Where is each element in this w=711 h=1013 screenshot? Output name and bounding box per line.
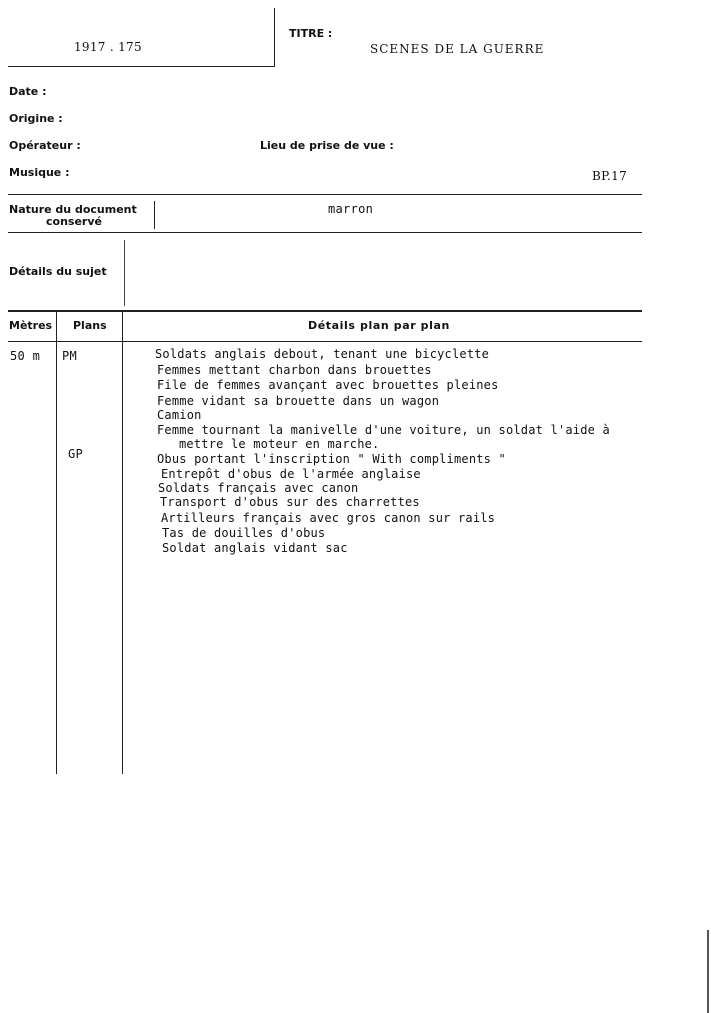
plan-gp: GP — [68, 447, 84, 461]
detail-line: Femmes mettant charbon dans brouettes — [157, 363, 432, 377]
detail-line: Tas de douilles d'obus — [162, 526, 326, 540]
nature-bottom-rule — [8, 232, 642, 233]
nature-divider — [154, 201, 155, 229]
nature-label-line1: Nature du document — [9, 203, 137, 216]
titre-label: TITRE : — [289, 27, 333, 40]
detail-line: Obus portant l'inscription " With compliments " — [157, 452, 506, 466]
detail-line: Transport d'obus sur des charrettes — [160, 495, 420, 509]
document-code: BP.17 — [592, 169, 628, 183]
detail-line: mettre le moteur en marche. — [179, 437, 380, 451]
date-label: Date : — [9, 85, 47, 98]
detail-line: Soldat anglais vidant sac — [162, 541, 348, 555]
column-divider-plans — [122, 312, 123, 774]
table-top-rule — [8, 310, 642, 312]
header-divider — [274, 8, 275, 67]
header-details: Détails plan par plan — [308, 319, 450, 332]
detail-line: Soldats français avec canon — [158, 481, 359, 495]
detail-line: Femme tournant la manivelle d'une voiture, un soldat l'aide à — [157, 423, 610, 437]
header-metres: Mètres — [9, 319, 53, 332]
origine-label: Origine : — [9, 112, 63, 125]
musique-label: Musique : — [9, 166, 70, 179]
header-bottom-rule — [8, 66, 275, 67]
header-plans: Plans — [73, 319, 107, 332]
detail-line: Camion — [157, 408, 202, 422]
lieu-label: Lieu de prise de vue : — [260, 139, 394, 152]
detail-line: Femme vidant sa brouette dans un wagon — [157, 394, 440, 408]
metres-value: 50 m — [10, 349, 41, 363]
table-header-rule — [8, 341, 642, 342]
operateur-label: Opérateur : — [9, 139, 81, 152]
titre-value: SCENES DE LA GUERRE — [370, 42, 545, 56]
reference-number: 1917 . 175 — [74, 40, 142, 54]
details-sujet-brace — [124, 240, 125, 306]
nature-value: marron — [328, 202, 374, 216]
page-edge — [707, 930, 709, 1013]
nature-label-line2: conservé — [46, 215, 102, 228]
details-sujet-label: Détails du sujet — [9, 265, 107, 278]
detail-line: Entrepôt d'obus de l'armée anglaise — [161, 467, 421, 481]
detail-line: Artilleurs français avec gros canon sur rails — [161, 511, 496, 525]
detail-line: Soldats anglais debout, tenant une bicyclette — [155, 347, 490, 361]
plan-pm: PM — [62, 349, 78, 363]
nature-top-rule — [8, 194, 642, 195]
detail-line: File de femmes avançant avec brouettes pleines — [157, 378, 499, 392]
column-divider-metres — [56, 312, 57, 774]
